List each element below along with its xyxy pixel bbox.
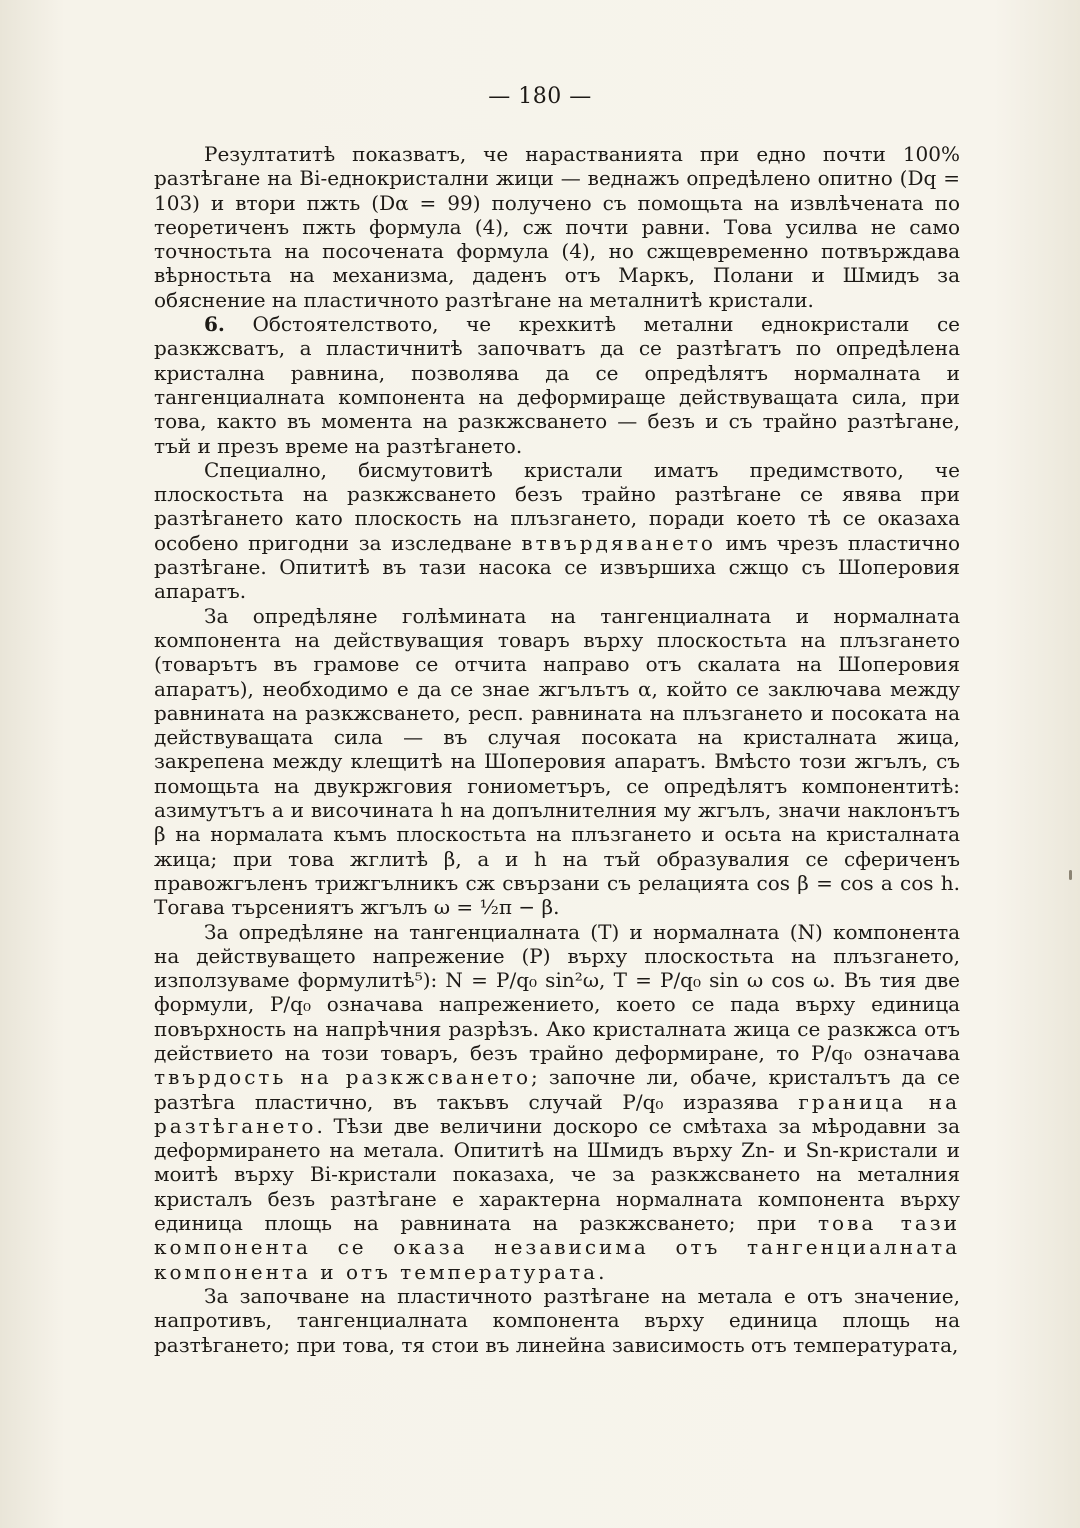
page-number: — 180 — <box>488 84 592 109</box>
spaced-term: втвърдяването <box>521 530 716 555</box>
paragraph-3-pre: Специално, бисмутовитѣ кристали иматъ предимството, че плоскостьта на разкжсването безъ трайно разтѣгане се явява при разтѣгането като плоскость на плъзгането, поради което тѣ се оказаха особено пригодни за изследване <box>154 457 960 555</box>
section-number: 6. <box>204 312 225 337</box>
paragraph-2-text: Обстоятелството, че крехкитѣ метални еднокристали се разкжсватъ, а пластичнитѣ започватъ да се разтѣгатъ по опредѣлена кристална равнина, позволява да се опредѣлятъ нормалната и тангенциалната компонента на деформираще действуващата сила, при това, както въ момента на разкжсването — безъ и съ трайно разтѣгане, тъй и презъ време на разтѣгането. <box>154 312 960 458</box>
paragraph-5-mid: ; започне ли, обаче, кристалътъ да се разтѣга пластично, въ такъвъ случай P/q₀ изразява <box>154 1065 960 1114</box>
page-body <box>154 142 960 1357</box>
paragraph-3 <box>154 458 960 604</box>
paragraph-3-post: имъ чрезъ пластично разтѣгане. Опититѣ въ тази насока се извършиха сжщо съ Шоперовия апаратъ. <box>154 530 961 604</box>
paragraph-5 <box>154 920 960 1284</box>
spaced-term-3: това тази компонента се оказа независима отъ тангенциалната компонента и отъ температурата <box>154 1211 961 1284</box>
spaced-term-2: граница на разтѣгането <box>154 1089 960 1138</box>
spaced-term-1: твърдость на разкжсването <box>154 1065 531 1090</box>
paragraph-1: Резултатитѣ показватъ, че нарастванията при едно почти 100% разтѣгане на Bi-еднокристални жици — веднажъ опредѣлено опитно (Dq = 103) и втори пжть (Dα = 99) получено съ помощьта на извлѣчената по теоретиченъ пжть формула (4), сж почти равни. Това усилва не само точностьта на посочената формула (4), но сжщевременно потвърждава вѣрностьта на механизма, даденъ отъ Маркъ, Полани и Шмидъ за обяснение на пластичното разтѣгане на металнитѣ кристали. <box>154 142 960 312</box>
paragraph-5-post: . Тѣзи две величини доскоро се смѣтаха за мѣродавни за деформирането на метала. Опититѣ на Шмидъ върху Zn- и Sn-кристали и моитѣ върху Bi-кристали показаха, че за разкжсването на металния кристалъ безъ разтѣгане е характерна нормалната компонента върху единица площь на равнината на разкжсването; при <box>154 1113 960 1236</box>
paragraph-6: За започване на пластичното разтѣгане на метала е отъ значение, напротивъ, тангенциалната компонента върху единица площь на разтѣгането; при това, тя стои въ линейна зависимость отъ температурата, <box>154 1283 960 1357</box>
paragraph-2 <box>154 312 960 458</box>
margin-mark <box>1069 870 1072 880</box>
paragraph-5-pre: За опредѣляне на тангенциалната (T) и нормалната (N) компонента на действуващето напрежение (P) върху плоскостьта на плъзгането, използуваме формулитѣ⁵): N = P/q₀ sin²ω, T = P/q₀ sin ω cos ω. Въ тия две формули, P/q₀ означава напрежението, което се пада върху единица повърхность на напрѣчния разрѣзъ. Ако кристалната жица се разкжса отъ действието на този товаръ, безъ трайно деформиране, то P/q₀ означава <box>154 919 960 1065</box>
paragraph-4: За опредѣляне голѣмината на тангенциалната и нормалната компонента на действуващия товаръ върху плоскостьта на плъзгането (товарътъ въ грамове се отчита направо отъ скалата на Шоперовия апаратъ), необходимо е да се знае жгълътъ α, който се заключава между равнината на разкжсването, респ. равнината на плъзгането и посоката на действуващата сила — въ случая посоката на кристалната жица, закрепена между клещитѣ на Шоперовия апаратъ. Вмѣсто този жгълъ, съ помощьта на двукржговия гониометъръ, се опредѣлятъ компонентитѣ: азимутътъ a и височината h на допълнителния му жгълъ, значи наклонътъ β на нормалата къмъ плоскостьта на плъзгането и осьта на кристалната жица; при това жглитѣ β, a и h на тъй образувалия се сфериченъ правожгъленъ трижгълникъ сж свързани съ релацията cos β = cos a cos h. Тогава търсениятъ жгълъ ω = ½π − β. <box>154 603 960 920</box>
paragraph-5-end: . <box>598 1259 605 1284</box>
